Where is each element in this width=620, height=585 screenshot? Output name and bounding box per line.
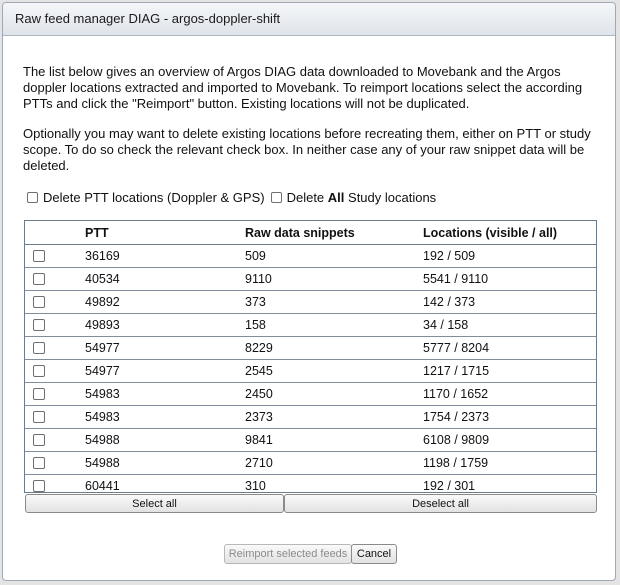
row-select-cell bbox=[25, 429, 85, 452]
table-row[interactable] bbox=[25, 291, 596, 314]
raw-snippets-cell: 509 bbox=[245, 245, 423, 268]
row-select-checkbox[interactable] bbox=[33, 480, 45, 492]
raw-snippets-cell: 9841 bbox=[245, 429, 423, 452]
raw-snippets-cell: 8229 bbox=[245, 337, 423, 360]
raw-snippets-cell: 2373 bbox=[245, 406, 423, 429]
table-row[interactable] bbox=[25, 245, 596, 268]
table-body bbox=[25, 245, 596, 494]
feeds-table bbox=[25, 221, 596, 493]
row-select-checkbox[interactable] bbox=[33, 342, 45, 354]
table-row[interactable] bbox=[25, 337, 596, 360]
row-select-cell bbox=[25, 406, 85, 429]
header-locations: Locations (visible / all) bbox=[423, 221, 596, 245]
locations-cell: 1217 / 1715 bbox=[423, 360, 596, 383]
raw-snippets-cell: 2450 bbox=[245, 383, 423, 406]
row-select-checkbox[interactable] bbox=[33, 411, 45, 423]
window-title: Raw feed manager DIAG - argos-doppler-shift bbox=[15, 11, 281, 26]
delete-ptt-locations-option[interactable] bbox=[27, 190, 265, 205]
ptt-cell: 54988 bbox=[85, 452, 245, 475]
row-select-checkbox[interactable] bbox=[33, 365, 45, 377]
delete-all-study-locations-label bbox=[287, 190, 437, 205]
delete-all-bold: All bbox=[327, 190, 345, 205]
row-select-cell bbox=[25, 291, 85, 314]
ptt-cell: 40534 bbox=[85, 268, 245, 291]
row-select-cell bbox=[25, 337, 85, 360]
row-select-checkbox[interactable] bbox=[33, 273, 45, 285]
row-select-checkbox[interactable] bbox=[33, 434, 45, 446]
delete-all-prefix: Delete bbox=[286, 190, 328, 205]
row-select-cell bbox=[25, 360, 85, 383]
locations-cell: 1170 / 1652 bbox=[423, 383, 596, 406]
row-select-cell bbox=[25, 383, 85, 406]
row-select-cell bbox=[25, 245, 85, 268]
reimport-selected-feeds-button[interactable]: Reimport selected feeds bbox=[224, 544, 352, 564]
header-raw-data-snippets: Raw data snippets bbox=[245, 221, 423, 245]
locations-cell: 1754 / 2373 bbox=[423, 406, 596, 429]
ptt-cell: 54977 bbox=[85, 337, 245, 360]
locations-cell: 34 / 158 bbox=[423, 314, 596, 337]
table-row[interactable] bbox=[25, 452, 596, 475]
ptt-cell: 54988 bbox=[85, 429, 245, 452]
ptt-cell: 49893 bbox=[85, 314, 245, 337]
table-row[interactable] bbox=[25, 268, 596, 291]
locations-cell: 5777 / 8204 bbox=[423, 337, 596, 360]
ptt-cell: 60441 bbox=[85, 475, 245, 494]
ptt-cell: 54977 bbox=[85, 360, 245, 383]
row-select-cell bbox=[25, 314, 85, 337]
locations-cell: 5541 / 9110 bbox=[423, 268, 596, 291]
raw-feed-manager-dialog bbox=[2, 2, 616, 581]
ptt-cell: 49892 bbox=[85, 291, 245, 314]
raw-snippets-cell: 9110 bbox=[245, 268, 423, 291]
table-row[interactable] bbox=[25, 429, 596, 452]
table-row[interactable] bbox=[25, 383, 596, 406]
row-select-cell bbox=[25, 452, 85, 475]
ptt-cell: 36169 bbox=[85, 245, 245, 268]
intro-paragraph-1: The list below gives an overview of Argos DIAG data downloaded to Movebank and the Argos doppler locations extracted and imported to Movebank. To reimport locations select the according PTTs and click the "Reimport" button. Existing locations will not be duplicated. bbox=[23, 64, 583, 111]
delete-all-study-locations-option[interactable] bbox=[271, 190, 437, 205]
raw-snippets-cell: 310 bbox=[245, 475, 423, 494]
row-select-checkbox[interactable] bbox=[33, 457, 45, 469]
raw-snippets-cell: 2710 bbox=[245, 452, 423, 475]
locations-cell: 6108 / 9809 bbox=[423, 429, 596, 452]
delete-ptt-locations-label: Delete PTT locations (Doppler & GPS) bbox=[43, 190, 265, 205]
row-select-cell bbox=[25, 475, 85, 494]
locations-cell: 192 / 301 bbox=[423, 475, 596, 494]
ptt-cell: 54983 bbox=[85, 383, 245, 406]
row-select-cell bbox=[25, 268, 85, 291]
intro-paragraph-2: Optionally you may want to delete existing locations before recreating them, either on PTT or study scope. To do so check the relevant check box. In neither case any of your raw snippet data will be deleted. bbox=[23, 126, 591, 173]
selection-button-bar bbox=[25, 494, 597, 514]
cancel-button[interactable]: Cancel bbox=[351, 544, 397, 564]
row-select-checkbox[interactable] bbox=[33, 296, 45, 308]
table-row[interactable] bbox=[25, 360, 596, 383]
delete-ptt-locations-checkbox[interactable] bbox=[27, 192, 38, 203]
select-all-button[interactable]: Select all bbox=[25, 494, 284, 513]
table-row[interactable] bbox=[25, 314, 596, 337]
row-select-checkbox[interactable] bbox=[33, 388, 45, 400]
table-row[interactable] bbox=[25, 475, 596, 494]
raw-snippets-cell: 158 bbox=[245, 314, 423, 337]
table-row[interactable] bbox=[25, 406, 596, 429]
delete-all-study-locations-checkbox[interactable] bbox=[271, 192, 282, 203]
title-bar[interactable] bbox=[3, 3, 615, 36]
locations-cell: 142 / 373 bbox=[423, 291, 596, 314]
locations-cell: 192 / 509 bbox=[423, 245, 596, 268]
table-header-row bbox=[25, 221, 596, 245]
delete-options bbox=[27, 190, 442, 205]
header-select bbox=[25, 221, 85, 245]
locations-cell: 1198 / 1759 bbox=[423, 452, 596, 475]
delete-all-suffix: Study locations bbox=[344, 190, 437, 205]
row-select-checkbox[interactable] bbox=[33, 319, 45, 331]
row-select-checkbox[interactable] bbox=[33, 250, 45, 262]
raw-snippets-cell: 373 bbox=[245, 291, 423, 314]
header-ptt: PTT bbox=[85, 221, 245, 245]
feeds-table-container[interactable] bbox=[24, 220, 597, 493]
deselect-all-button[interactable]: Deselect all bbox=[284, 494, 597, 513]
raw-snippets-cell: 2545 bbox=[245, 360, 423, 383]
ptt-cell: 54983 bbox=[85, 406, 245, 429]
